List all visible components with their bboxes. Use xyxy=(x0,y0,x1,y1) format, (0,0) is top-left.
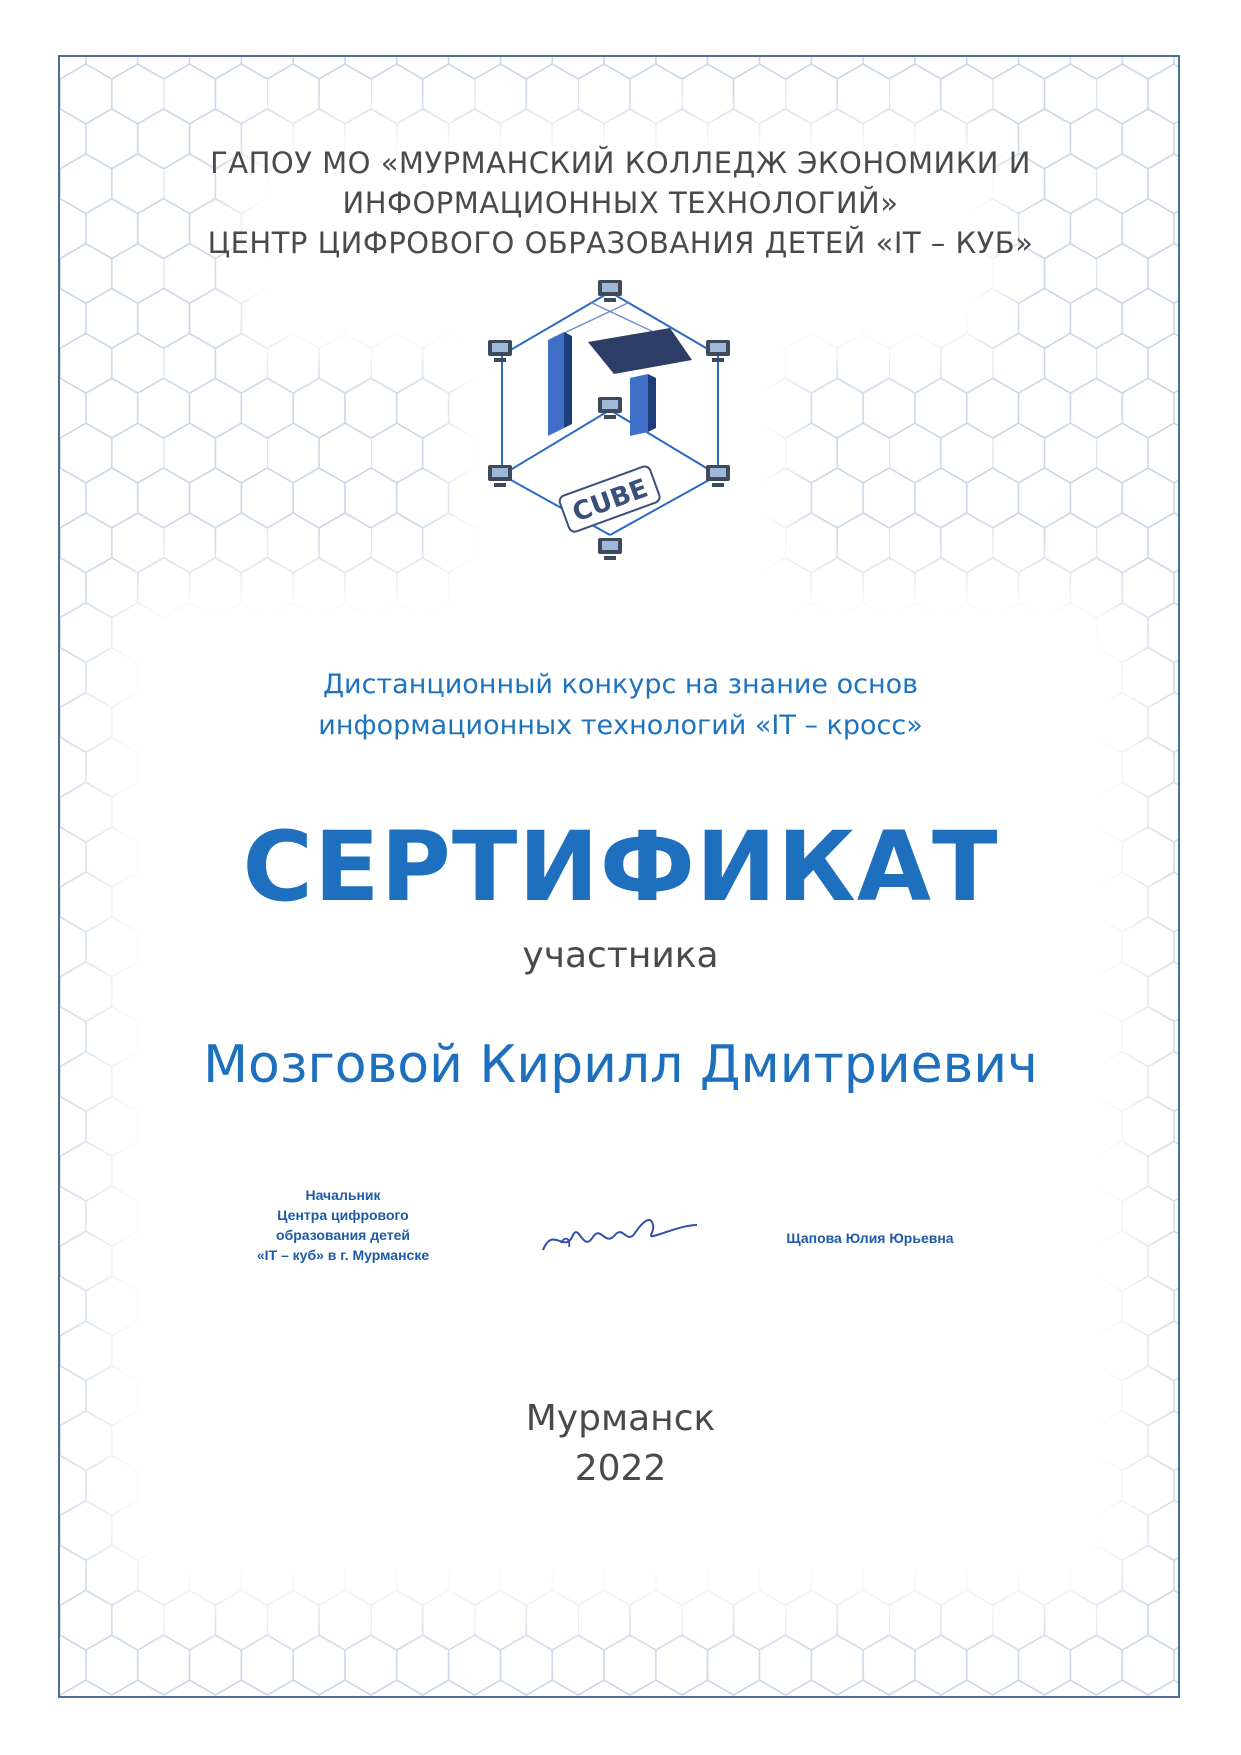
handwritten-signature xyxy=(535,1195,705,1275)
contest-line-2: информационных технологий «IT – кросс» xyxy=(318,710,923,741)
org-line-2: ИНФОРМАЦИОННЫХ ТЕХНОЛОГИЙ» xyxy=(342,186,899,220)
org-line-3: ЦЕНТР ЦИФРОВОГО ОБРАЗОВАНИЯ ДЕТЕЙ «IT – КУБ» xyxy=(207,226,1034,260)
certificate-title: СЕРТИФИКАТ xyxy=(242,811,999,923)
footer-year: 2022 xyxy=(574,1448,667,1489)
signatory-position-line: образования детей xyxy=(276,1227,410,1243)
footer-city: Мурманск xyxy=(525,1398,716,1439)
certificate-subtitle: участника xyxy=(522,935,719,976)
signatory-position xyxy=(228,1185,458,1265)
signatory-name: Щапова Юлия Юрьевна xyxy=(786,1230,954,1246)
signatory-position-line: «IT – куб» в г. Мурманске xyxy=(256,1247,430,1263)
it-cube-logo xyxy=(480,280,760,580)
signatory-position-line: Центра цифрового xyxy=(277,1207,409,1223)
signatory-position-line: Начальник xyxy=(305,1187,381,1203)
logo-caption: CUBE xyxy=(568,473,653,529)
recipient-name: Мозговой Кирилл Дмитриевич xyxy=(203,1035,1038,1095)
contest-line-1: Дистанционный конкурс на знание основ xyxy=(322,669,919,700)
org-line-1: ГАПОУ МО «МУРМАНСКИЙ КОЛЛЕДЖ ЭКОНОМИКИ И xyxy=(210,146,1031,180)
